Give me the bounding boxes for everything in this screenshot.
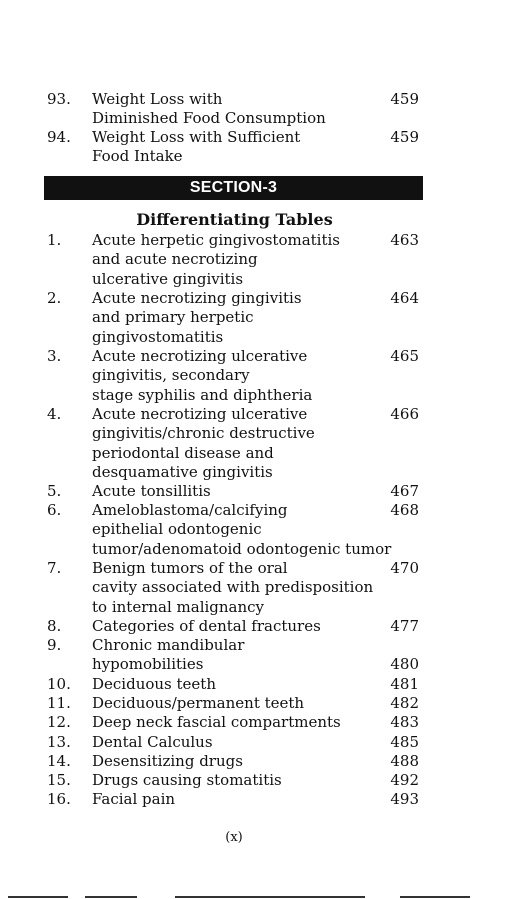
entry-number: 10.: [47, 675, 71, 693]
entry-title: Acute necrotizing ulcerative gingivitis/chronic destructive periodontal disease and desquamative gingivitis: [92, 405, 315, 481]
bottom-edge-rule: [400, 896, 470, 898]
entry-title: Ameloblastoma/calcifying epithelial odontogenic tumor/adenomatoid odontogenic tumor: [92, 501, 392, 558]
entry-page: 477: [390, 617, 419, 635]
entry-page: 459: [390, 128, 419, 146]
entry-number: 16.: [47, 790, 71, 808]
entry-number: 1.: [47, 231, 62, 249]
entry-number: 4.: [47, 405, 62, 423]
entry-title: Benign tumors of the oral cavity associated with predisposition to internal malignancy: [92, 559, 374, 616]
entry-page: 483: [390, 713, 419, 731]
entry-title: Weight Loss with Sufficient Food Intake: [92, 128, 301, 166]
entry-number: 5.: [47, 482, 62, 500]
section-label: SECTION-3: [189, 179, 278, 196]
entry-page: 466: [390, 405, 419, 423]
entry-number: 12.: [47, 713, 71, 731]
entry-page: 492: [390, 771, 419, 789]
entry-title: Desensitizing drugs: [92, 752, 243, 770]
entry-title: Drugs causing stomatitis: [92, 771, 282, 789]
entry-title: Deep neck fascial compartments: [92, 713, 341, 731]
entry-page: 488: [390, 752, 419, 770]
entry-title: Chronic mandibular hypomobilities: [92, 636, 245, 674]
entry-title: Acute necrotizing gingivitis and primary herpetic gingivostomatitis: [92, 289, 302, 346]
entry-number: 14.: [47, 752, 71, 770]
entry-page: 470: [390, 559, 419, 577]
entry-number: 11.: [47, 694, 71, 712]
bottom-edge-rule: [85, 896, 137, 898]
entry-page: 468: [390, 501, 419, 519]
entry-title: Acute herpetic gingivostomatitis and acute necrotizing ulcerative gingivitis: [92, 231, 340, 288]
bottom-edge-rule: [8, 896, 68, 898]
entry-title: Categories of dental fractures: [92, 617, 321, 635]
entry-number: 7.: [47, 559, 62, 577]
entry-title: Facial pain: [92, 790, 176, 808]
entry-page: 480: [390, 655, 419, 673]
entry-number: 6.: [47, 501, 62, 519]
page-number-footer: (x): [225, 830, 243, 845]
entry-number: 13.: [47, 733, 71, 751]
entry-page: 465: [390, 347, 419, 365]
entry-number: 2.: [47, 289, 62, 307]
entry-page: 459: [390, 90, 419, 108]
entry-number: 15.: [47, 771, 71, 789]
entry-page: 467: [390, 482, 419, 500]
entry-page: 482: [390, 694, 419, 712]
entry-number: 94.: [47, 128, 71, 146]
entry-page: 481: [390, 675, 419, 693]
entry-page: 485: [390, 733, 419, 751]
section-header-bar: [44, 176, 423, 200]
entry-title: Acute necrotizing ulcerative gingivitis, secondary stage syphilis and diphtheria: [92, 347, 313, 404]
entry-page: 493: [390, 790, 419, 808]
entry-page: 464: [390, 289, 419, 307]
entry-title: Deciduous/permanent teeth: [92, 694, 305, 712]
entry-title: Dental Calculus: [92, 733, 213, 751]
entry-title: Deciduous teeth: [92, 675, 216, 693]
entry-number: 8.: [47, 617, 62, 635]
section-subtitle: Differentiating Tables: [136, 210, 333, 229]
bottom-edge-rule: [175, 896, 365, 898]
entry-number: 9.: [47, 636, 62, 654]
entry-number: 93.: [47, 90, 71, 108]
entry-number: 3.: [47, 347, 62, 365]
entry-title: Acute tonsillitis: [92, 482, 211, 500]
entry-page: 463: [390, 231, 419, 249]
entry-title: Weight Loss with Diminished Food Consumption: [92, 90, 326, 128]
